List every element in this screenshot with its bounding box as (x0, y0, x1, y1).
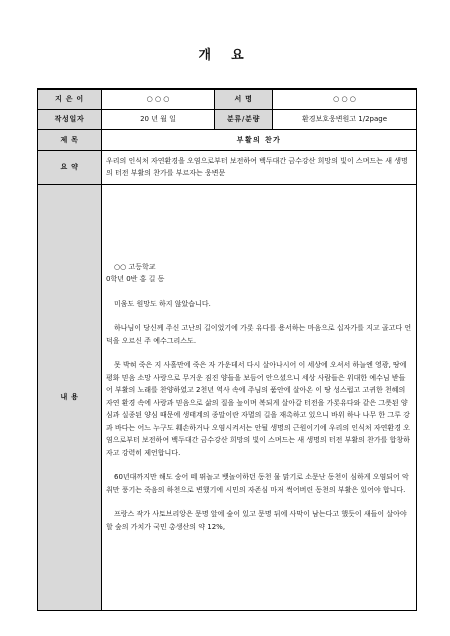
subject-value: 부활의 찬가 (102, 129, 417, 150)
student-name: 0학년 0반 홍 길 동 (106, 275, 165, 284)
paragraph-1: 미움도 원망도 하지 않았습니다. (114, 299, 211, 308)
school-name: ○○ 고등학교 (114, 262, 156, 271)
sign-label: 서 명 (215, 89, 273, 109)
sign-value: ○ ○ ○ (273, 89, 417, 109)
paragraph-4: 60년대까지만 해도 숭어 떼 뛰놀고 뱃놀이하던 동천 물 맑기로 소문난 동천이 심하게 오염되어 악취만 풍기는 죽음의 하천으로 변했기에 시민의 자존심 마저 썩어버린 동천의 부활은 있어야 합니다. (106, 473, 409, 494)
content-body (102, 184, 417, 610)
paragraph-5: 프랑스 작가 사토브리앙은 문명 앞에 숲이 있고 문명 뒤에 사막이 남는다고 했듯이 새들이 살아야 할 숲의 가치가 국민 총생산의 약 12%, (106, 510, 407, 531)
summary-value: 우리의 인식처 자연환경을 오염으로부터 보전하여 백두대간 금수강산 희망의 빛이 스며드는 새 생명의 터전 부활의 찬가를 부르자는 웅변문 (102, 150, 417, 184)
subject-label: 제 목 (38, 129, 102, 150)
paragraph-2: 하나님이 당신께 주신 고난의 길이었기에 가롯 유다를 용서하는 마음으로 십자가를 지고 골고다 언덕을 오르신 주 예수그리스도. (106, 324, 412, 345)
date-label: 작성일자 (38, 109, 102, 129)
author-label: 지 은 이 (38, 89, 102, 109)
category-value: 환경보호웅변원고 1/2page (273, 109, 417, 129)
page-title: 개 요 (198, 48, 252, 63)
category-label: 분류/분량 (215, 109, 273, 129)
content-label: 내 용 (38, 184, 102, 610)
summary-label: 요 약 (38, 150, 102, 184)
author-value: ○ ○ ○ (102, 89, 215, 109)
outline-form (37, 88, 417, 611)
date-value: 20 년 월 일 (102, 109, 215, 129)
paragraph-3: 못 박혀 죽은 지 사흘만에 죽은 자 가운데서 다시 살아나시어 이 세상에 오셔서 하늘엔 영광, 땅에 평화 믿음 소망 사랑으로 무거운 짐진 양들을 보듬어 안으셨으니 세상 사람들은 위대한 예수님 받들어 부활의 노래를 찬양하였고 2천년 역사 속에 주님의 품안에 살아온 이 땅 성스럽고 고귀한 천혜의 자연 환경 속에 사랑과 믿음으로 삶의 질을 높이며 복되게 살아갈 터전을 가롯유다와 같은 그릇된 양심과 실종된 양심 때문에 생태계의 종말이란 자멸의 길을 재촉하고 있으니 바위 하나 나무 한 그루 강과 바다는 어느 누구도 훼손하거나 오염시켜서는 안될 생명의 근원이기에 우리의 인식처 자연환경 오염으로부터 보전하여 백두대간 금수강산 희망의 빛이 스며드는 새 생명의 터전 부활의 찬가를 합창하자고 강력히 제언합니다. (106, 361, 410, 457)
